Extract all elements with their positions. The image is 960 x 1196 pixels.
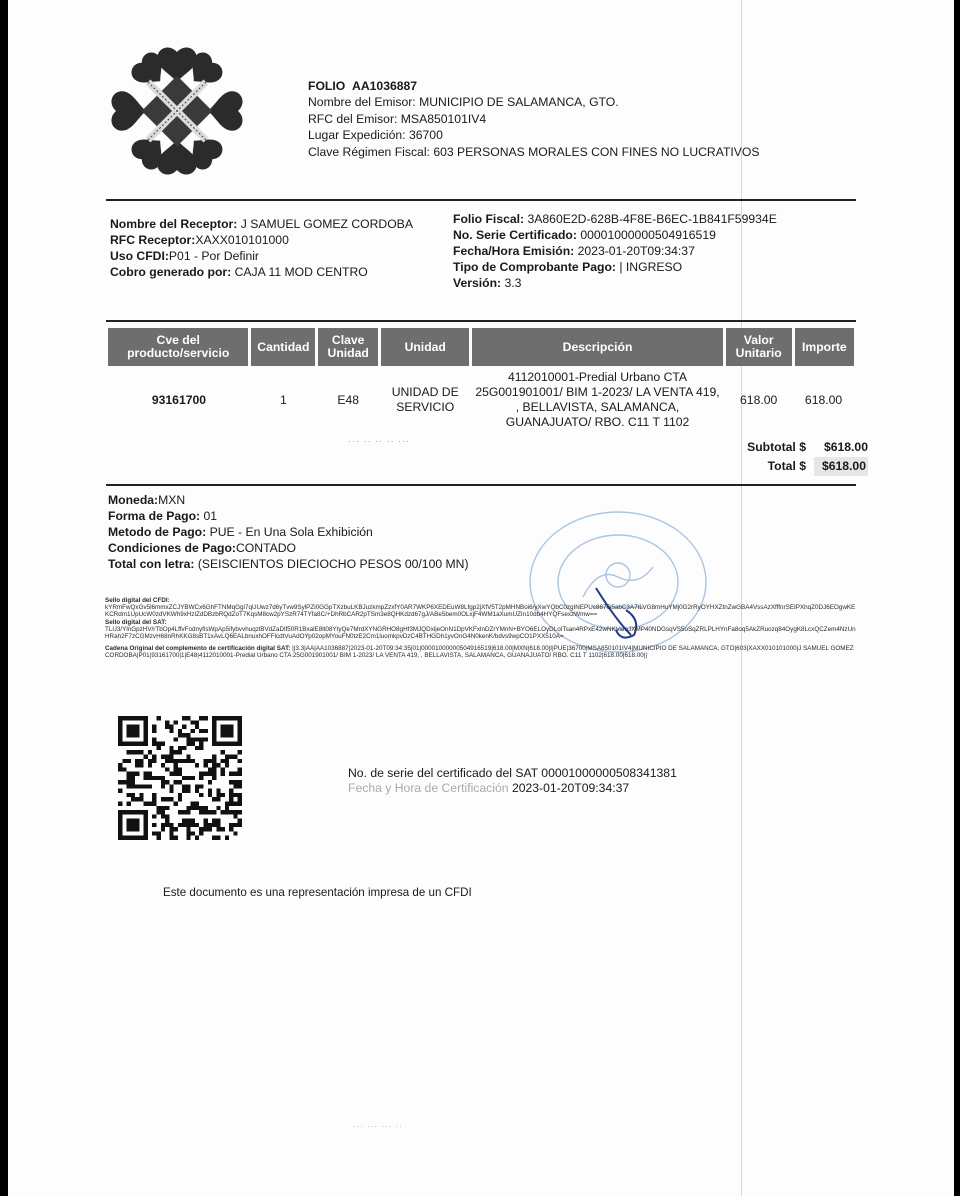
receptor-nombre: J SAMUEL GOMEZ CORDOBA xyxy=(240,217,413,231)
moneda-value: MXN xyxy=(158,493,186,507)
faded-print-mark: ··· ·· ·· ·· ··· xyxy=(348,436,410,446)
cfdi-disclaimer: Este documento es una representación impresa de un CFDI xyxy=(163,886,472,899)
serie-certificado: 00001000000504916519 xyxy=(580,228,716,242)
cadena-label: Cadena Original del complemento de certificación digital SAT: xyxy=(105,645,291,653)
folio-value: AA1036887 xyxy=(352,79,418,93)
uso-cfdi: P01 - Por Definir xyxy=(168,249,259,263)
emisor-info xyxy=(308,78,760,160)
col-importe: Importe xyxy=(793,328,854,366)
col-descripcion: Descripción xyxy=(471,328,724,366)
folio-label: FOLIO xyxy=(308,79,346,93)
cert-serie-label: No. de serie del certificado del SAT xyxy=(348,766,538,780)
fecha-emision: 2023-01-20T09:34:37 xyxy=(577,244,695,258)
forma-pago: 01 xyxy=(203,509,218,523)
total-letra-label: Total con letra: xyxy=(108,557,195,571)
subtotal-label: Subtotal $ xyxy=(747,440,806,454)
metodo-pago-label: Metodo de Pago: xyxy=(108,525,207,539)
fecha-emision-label: Fecha/Hora Emisión: xyxy=(453,244,575,258)
condiciones-label: Condiciones de Pago: xyxy=(108,541,236,555)
conceptos-table xyxy=(108,328,854,434)
cadena-original: ||3.3|AA|AA1036887|2023-01-20T09:34:35|01|00001000000504916519|618.00|MXN|618.00|I|PUE|36700|MSA850101IV4|MUNICIPIO DE SALAMANCA, GTO|603|XAXX010101000|J SAMUEL GOMEZ CORDOBA|P01|93161700|1|E48|4112010001-Predial Urbano CTA 25G001901001/ BIM 1-2023/ LA VENTA 419, , BELLAVISTA, SALAMANCA, GUANAJUATO/ RBO. C11 T 1102|618.00|618.00|| xyxy=(105,645,854,660)
lugar-value: 36700 xyxy=(408,128,443,143)
payment-info xyxy=(108,492,469,572)
sello-sat-label: Sello digital del SAT: xyxy=(105,618,167,626)
tipo-comprobante-label: Tipo de Comprobante Pago: xyxy=(453,260,616,274)
receptor-info xyxy=(110,216,413,280)
fiscal-info xyxy=(453,211,777,291)
forma-pago-label: Forma de Pago: xyxy=(108,509,201,523)
folio-fiscal: 3A860E2D-628B-4F8E-B6EC-1B841F59934E xyxy=(527,212,777,226)
cobro-value: CAJA 11 MOD CENTRO xyxy=(234,265,368,279)
cert-serie: 00001000000508341381 xyxy=(541,766,677,780)
cert-fecha-label: Fecha y Hora de Certificación xyxy=(348,781,509,795)
total-value: $618.00 xyxy=(814,457,868,476)
table-row xyxy=(108,366,854,434)
col-cantidad: Cantidad xyxy=(250,328,317,366)
sat-certificate-info xyxy=(348,766,677,796)
version-label: Versión: xyxy=(453,276,502,290)
uso-cfdi-label: Uso CFDI: xyxy=(110,249,169,263)
cell-clave-unidad: E48 xyxy=(337,392,360,407)
receptor-rfc-label: RFC Receptor: xyxy=(110,233,196,247)
divider xyxy=(106,199,856,201)
col-cve: Cve del producto/servicio xyxy=(108,328,250,366)
cell-cantidad: 1 xyxy=(279,392,287,407)
condiciones-value: CONTADO xyxy=(235,541,297,555)
folio-fiscal-label: Folio Fiscal: xyxy=(453,212,525,226)
totals-block xyxy=(724,438,868,476)
tipo-comprobante: | INGRESO xyxy=(619,260,683,274)
sello-cfdi-label: Sello digital del CFDI: xyxy=(105,597,170,604)
col-valor-unitario: Valor Unitario xyxy=(724,328,793,366)
total-letra: (SEISCIENTOS DIECIOCHO PESOS 00/100 MN) xyxy=(197,557,469,571)
metodo-pago: PUE - En Una Sola Exhibición xyxy=(209,525,373,539)
qr-code-icon xyxy=(118,716,242,840)
cfdi-page xyxy=(8,0,954,1196)
col-unidad: Unidad xyxy=(380,328,471,366)
cert-fecha: 2023-01-20T09:34:37 xyxy=(511,781,630,795)
regimen-label: Clave Régimen Fiscal: xyxy=(308,144,430,159)
divider xyxy=(106,320,856,322)
rfc-emisor-label: RFC del Emisor: xyxy=(308,111,398,126)
emisor-label: Nombre del Emisor: xyxy=(308,95,416,110)
version-value: 3.3 xyxy=(504,276,522,290)
cell-unidad: UNIDAD DE SERVICIO xyxy=(391,385,459,414)
cell-valor-unitario: 618.00 xyxy=(740,392,778,407)
emisor-value: MUNICIPIO DE SALAMANCA, GTO. xyxy=(419,95,619,110)
cobro-label: Cobro generado por: xyxy=(110,265,232,279)
cell-importe: 618.00 xyxy=(804,392,843,407)
salamanca-logo-icon xyxy=(108,44,246,178)
col-clave-unidad: Clave Unidad xyxy=(317,328,380,366)
sello-sat: TLU3/YlnGpzHV/rTbOp4LffvFodnyflsWpAp5ifybvvhuqzlBVdZaDlf50R1BxalE8lt08YtyQe7MrdXYNGRHO8gHf3MJQDxljeOnN1DpVKFxlnDZrYMnN+BYO6ELOyDLoITsan4RPxE42wNKVamJXMP40NDGsqVS5oSqZRLPLHYnFa8oq5AkZRuozq84OygK8LcxQCZem4NzUnHRah2F7zCGMzvH68nRhKKG8sBT1xAvLQ6EALbnuxhOFFlcdtVuAdOYp02opMYouFN0tzE2Cm1luomkpvDzC4BTHGDh1yvOnG4N0kenK/bdvs9wpCO1PXX510A= xyxy=(105,625,856,641)
receptor-rfc: XAXX010101000 xyxy=(195,233,289,247)
moneda-label: Moneda: xyxy=(108,493,159,507)
table-header-row xyxy=(108,328,854,366)
subtotal-value: $618.00 xyxy=(823,440,868,454)
sello-cfdi: kYRmFwQxGv5l6mmxZCJYBWCx6GhFTNMqGgl7qUUwz7d6yTvw9SylPZi0GGpTXzbuLKBJuzkmpZzxfY0AR7WKP6XEDEuW8Lfgp2jXfV5T2pMHNBoi6/yXwYQbC0zgINEPUc887G5abC3A7tLVG8mHuYMj0G2rRyOYHXZtnZwGBA4VssAzXfffnrSEIPXhqZ0DJ6EOgwKEKCRdm1UpUcW0zdVKWh9xHzlZdDBzbRQdZoT7KqsM8cw2pYSzR74TYfa8C/+DhRbCAR2pTSm3e8QHKdzd67gJ/ABe5bem0OLxjF4WM1aXumUZIn10db4HYQFsexzWmw== xyxy=(105,604,856,619)
total-label: Total $ xyxy=(767,459,806,473)
regimen-value: 603 PERSONAS MORALES CON FINES NO LUCRATIVOS xyxy=(433,144,760,159)
sellos-digitales xyxy=(105,597,857,660)
receptor-nombre-label: Nombre del Receptor: xyxy=(110,217,238,231)
cell-descripcion: 4112010001-Predial Urbano CTA 25G001901001/ BIM 1-2023/ LA VENTA 419, , BELLAVISTA, SALAMANCA, GUANAJUATO/ RBO. C11 T 1102 xyxy=(475,370,720,429)
cell-cve: 93161700 xyxy=(151,392,207,407)
faded-print-mark: ··· ··· ··· ·· xyxy=(353,1122,403,1131)
rfc-emisor-value: MSA850101IV4 xyxy=(400,111,487,126)
serie-certificado-label: No. Serie Certificado: xyxy=(453,228,577,242)
lugar-label: Lugar Expedición: xyxy=(308,128,406,143)
divider xyxy=(106,484,856,486)
